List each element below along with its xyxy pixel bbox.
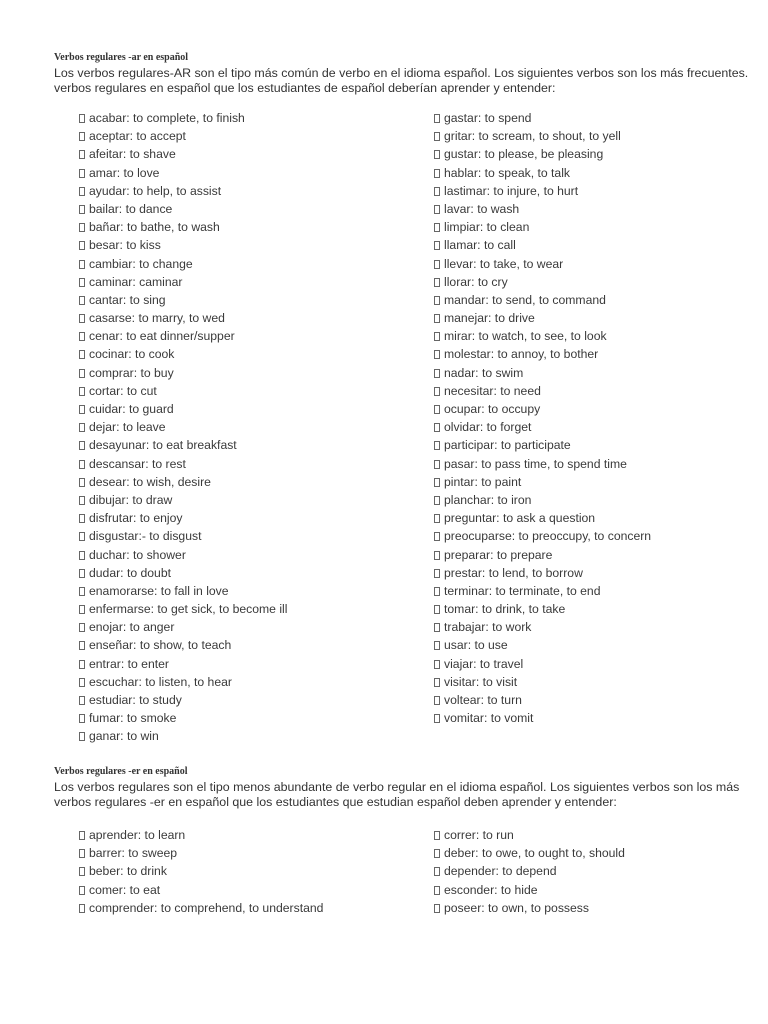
verb-list-item bbox=[434, 826, 768, 844]
missing-glyph-box-icon bbox=[434, 514, 440, 523]
verb-entry-text: besar: to kiss bbox=[89, 238, 161, 253]
verb-entry-text: comer: to eat bbox=[89, 882, 161, 897]
er-section-heading: Verbos regulares -er en español bbox=[54, 766, 188, 777]
missing-glyph-box-icon bbox=[79, 641, 85, 650]
missing-glyph-box-icon bbox=[79, 241, 85, 250]
verb-entry-text: gritar: to scream, to shout, to yell bbox=[444, 129, 621, 144]
verb-entry-text: nadar: to swim bbox=[444, 365, 524, 380]
missing-glyph-box-icon bbox=[79, 569, 85, 578]
missing-glyph-box-icon bbox=[434, 678, 440, 687]
verb-list-item bbox=[79, 564, 419, 582]
verb-list-item bbox=[79, 400, 419, 418]
verb-entry-text: casarse: to marry, to wed bbox=[89, 311, 225, 326]
verb-list-item bbox=[79, 382, 419, 400]
verb-entry-text: dejar: to leave bbox=[89, 420, 166, 435]
ar-section-header bbox=[54, 52, 754, 95]
verb-list-item bbox=[79, 218, 419, 236]
missing-glyph-box-icon bbox=[79, 714, 85, 723]
verb-entry-text: beber: to drink bbox=[89, 864, 167, 879]
missing-glyph-box-icon bbox=[434, 369, 440, 378]
verb-list-item bbox=[434, 164, 768, 182]
verb-entry-text: duchar: to shower bbox=[89, 547, 186, 562]
verb-list-item bbox=[79, 345, 419, 363]
verb-list-item bbox=[79, 826, 419, 844]
ar-section-heading: Verbos regulares -ar en español bbox=[54, 52, 189, 63]
verb-entry-text: prestar: to lend, to borrow bbox=[444, 565, 583, 580]
missing-glyph-box-icon bbox=[79, 387, 85, 396]
verb-list-item bbox=[434, 273, 768, 291]
missing-glyph-box-icon bbox=[79, 732, 85, 741]
verb-entry-text: olvidar: to forget bbox=[444, 420, 532, 435]
missing-glyph-box-icon bbox=[79, 132, 85, 141]
verb-entry-text: cantar: to sing bbox=[89, 292, 166, 307]
verb-list-item bbox=[434, 655, 768, 673]
verb-list-item bbox=[79, 418, 419, 436]
missing-glyph-box-icon bbox=[434, 441, 440, 450]
verb-entry-text: ocupar: to occupy bbox=[444, 402, 541, 416]
verb-entry-text: limpiar: to clean bbox=[444, 220, 530, 235]
verb-list-item bbox=[79, 327, 419, 345]
missing-glyph-box-icon bbox=[434, 187, 440, 196]
verb-entry-text: molestar: to annoy, to bother bbox=[444, 347, 599, 362]
verb-list-item bbox=[434, 582, 768, 600]
ar-intro-line-1: Los verbos regulares-AR son el tipo más común de verbo en el idioma español. Los siguientes verbos son los más frecuentes. bbox=[54, 66, 749, 80]
verb-entry-text: llamar: to call bbox=[444, 238, 516, 253]
verb-entry-text: llevar: to take, to wear bbox=[444, 256, 564, 271]
verb-list-item bbox=[434, 182, 768, 200]
missing-glyph-box-icon bbox=[434, 696, 440, 705]
verb-list-item bbox=[79, 255, 419, 273]
verb-list-item bbox=[434, 200, 768, 218]
missing-glyph-box-icon bbox=[79, 223, 85, 232]
verb-list-item bbox=[79, 844, 419, 862]
verb-list-item bbox=[79, 109, 419, 127]
verb-entry-text: mandar: to send, to command bbox=[444, 292, 606, 307]
verb-list-item bbox=[79, 127, 419, 145]
verb-entry-text: correr: to run bbox=[444, 828, 514, 842]
verb-list-item bbox=[434, 345, 768, 363]
verb-entry-text: pintar: to paint bbox=[444, 474, 522, 489]
verb-list-item bbox=[434, 236, 768, 254]
missing-glyph-box-icon bbox=[79, 150, 85, 159]
verb-list-item bbox=[434, 455, 768, 473]
verb-entry-text: bailar: to dance bbox=[89, 201, 173, 216]
verb-entry-text: disfrutar: to enjoy bbox=[89, 511, 183, 526]
missing-glyph-box-icon bbox=[434, 587, 440, 596]
verb-list-item bbox=[434, 400, 768, 418]
missing-glyph-box-icon bbox=[434, 150, 440, 159]
missing-glyph-box-icon bbox=[434, 551, 440, 560]
missing-glyph-box-icon bbox=[434, 132, 440, 141]
verb-entry-text: desayunar: to eat breakfast bbox=[89, 438, 237, 453]
verb-entry-text: enojar: to anger bbox=[89, 620, 175, 635]
missing-glyph-box-icon bbox=[79, 405, 85, 414]
missing-glyph-box-icon bbox=[434, 205, 440, 214]
missing-glyph-box-icon bbox=[434, 660, 440, 669]
verb-entry-text: ayudar: to help, to assist bbox=[89, 183, 222, 198]
verb-entry-text: disgustar:- to disgust bbox=[89, 529, 202, 544]
verb-list-item bbox=[79, 182, 419, 200]
verb-list-item bbox=[79, 436, 419, 454]
verb-entry-text: deber: to owe, to ought to, should bbox=[444, 846, 625, 861]
missing-glyph-box-icon bbox=[434, 478, 440, 487]
missing-glyph-box-icon bbox=[79, 678, 85, 687]
missing-glyph-box-icon bbox=[79, 187, 85, 196]
verb-entry-text: necesitar: to need bbox=[444, 383, 541, 398]
verb-entry-text: dibujar: to draw bbox=[89, 492, 173, 507]
verb-entry-text: gustar: to please, be pleasing bbox=[444, 147, 604, 162]
verb-entry-text: cuidar: to guard bbox=[89, 402, 174, 416]
verb-entry-text: dudar: to doubt bbox=[89, 565, 171, 580]
verb-entry-text: esconder: to hide bbox=[444, 882, 538, 897]
missing-glyph-box-icon bbox=[79, 605, 85, 614]
verb-entry-text: enfermarse: to get sick, to become ill bbox=[89, 602, 288, 617]
missing-glyph-box-icon bbox=[79, 460, 85, 469]
verb-list-item bbox=[434, 473, 768, 491]
er-section-header bbox=[54, 766, 754, 809]
verb-list-item bbox=[434, 636, 768, 654]
missing-glyph-box-icon bbox=[79, 369, 85, 378]
missing-glyph-box-icon bbox=[79, 169, 85, 178]
missing-glyph-box-icon bbox=[434, 332, 440, 341]
verb-list-item bbox=[79, 709, 419, 727]
missing-glyph-box-icon bbox=[79, 660, 85, 669]
missing-glyph-box-icon bbox=[79, 205, 85, 214]
verb-list-item bbox=[434, 109, 768, 127]
er-intro-line-1: Los verbos regulares son el tipo menos abundante de verbo regular en el idioma español. Los siguientes verbos son los más bbox=[54, 780, 740, 794]
verb-entry-text: ganar: to win bbox=[89, 729, 159, 744]
verb-list-item bbox=[434, 309, 768, 327]
verb-list-item bbox=[434, 709, 768, 727]
verb-entry-text: gastar: to spend bbox=[444, 111, 532, 125]
verb-entry-text: vomitar: to vomit bbox=[444, 711, 534, 726]
missing-glyph-box-icon bbox=[79, 296, 85, 305]
missing-glyph-box-icon bbox=[434, 223, 440, 232]
verb-entry-text: cambiar: to change bbox=[89, 256, 193, 271]
verb-entry-text: caminar: caminar bbox=[89, 274, 183, 289]
verb-list-item bbox=[434, 291, 768, 309]
verb-list-item bbox=[79, 618, 419, 636]
verb-list-item bbox=[434, 564, 768, 582]
verb-entry-text: comprender: to comprehend, to understand bbox=[89, 900, 324, 915]
verb-list-item bbox=[434, 127, 768, 145]
verb-entry-text: lavar: to wash bbox=[444, 201, 520, 216]
verb-list-item bbox=[79, 655, 419, 673]
missing-glyph-box-icon bbox=[79, 696, 85, 705]
missing-glyph-box-icon bbox=[79, 551, 85, 560]
verb-entry-text: depender: to depend bbox=[444, 864, 557, 879]
verb-entry-text: bañar: to bathe, to wash bbox=[89, 220, 220, 235]
verb-entry-text: usar: to use bbox=[444, 638, 508, 653]
verb-entry-text: escuchar: to listen, to hear bbox=[89, 674, 232, 689]
missing-glyph-box-icon bbox=[434, 886, 440, 895]
verb-list-item bbox=[79, 291, 419, 309]
verb-entry-text: lastimar: to injure, to hurt bbox=[444, 183, 579, 198]
verb-list-item bbox=[79, 164, 419, 182]
missing-glyph-box-icon bbox=[434, 241, 440, 250]
missing-glyph-box-icon bbox=[79, 478, 85, 487]
verb-entry-text: trabajar: to work bbox=[444, 620, 532, 635]
verb-list-item bbox=[79, 691, 419, 709]
missing-glyph-box-icon bbox=[79, 831, 85, 840]
verb-entry-text: entrar: to enter bbox=[89, 656, 169, 671]
missing-glyph-box-icon bbox=[434, 831, 440, 840]
verb-entry-text: poseer: to own, to possess bbox=[444, 900, 589, 915]
verb-entry-text: hablar: to speak, to talk bbox=[444, 165, 571, 180]
verb-list-item bbox=[79, 582, 419, 600]
verb-list-item bbox=[79, 473, 419, 491]
missing-glyph-box-icon bbox=[79, 867, 85, 876]
verb-entry-text: acabar: to complete, to finish bbox=[89, 111, 245, 125]
missing-glyph-box-icon bbox=[79, 260, 85, 269]
missing-glyph-box-icon bbox=[434, 405, 440, 414]
verb-list-item bbox=[434, 364, 768, 382]
missing-glyph-box-icon bbox=[79, 114, 85, 123]
verb-list-item bbox=[79, 309, 419, 327]
verb-list-item bbox=[79, 881, 419, 899]
verb-list-item bbox=[79, 509, 419, 527]
missing-glyph-box-icon bbox=[79, 532, 85, 541]
verb-entry-text: aceptar: to accept bbox=[89, 129, 186, 144]
verb-list-item bbox=[434, 382, 768, 400]
missing-glyph-box-icon bbox=[79, 423, 85, 432]
missing-glyph-box-icon bbox=[434, 260, 440, 269]
verb-entry-text: barrer: to sweep bbox=[89, 846, 178, 861]
missing-glyph-box-icon bbox=[434, 569, 440, 578]
missing-glyph-box-icon bbox=[434, 867, 440, 876]
verb-entry-text: voltear: to turn bbox=[444, 693, 522, 707]
missing-glyph-box-icon bbox=[434, 387, 440, 396]
verb-list-item bbox=[434, 691, 768, 709]
missing-glyph-box-icon bbox=[434, 314, 440, 323]
missing-glyph-box-icon bbox=[434, 296, 440, 305]
verb-entry-text: afeitar: to shave bbox=[89, 147, 176, 162]
verb-entry-text: enamorarse: to fall in love bbox=[89, 583, 229, 598]
verb-list-item bbox=[79, 673, 419, 691]
verb-entry-text: viajar: to travel bbox=[444, 656, 524, 671]
verb-list-item bbox=[79, 455, 419, 473]
missing-glyph-box-icon bbox=[79, 849, 85, 858]
ar-right-column bbox=[434, 109, 768, 727]
verb-list-item bbox=[79, 546, 419, 564]
verb-entry-text: preparar: to prepare bbox=[444, 547, 553, 562]
verb-list-item bbox=[79, 200, 419, 218]
missing-glyph-box-icon bbox=[434, 423, 440, 432]
verb-entry-text: preocuparse: to preoccupy, to concern bbox=[444, 529, 652, 544]
verb-entry-text: mirar: to watch, to see, to look bbox=[444, 329, 607, 344]
verb-entry-text: preguntar: to ask a question bbox=[444, 511, 596, 526]
verb-list-item bbox=[434, 145, 768, 163]
missing-glyph-box-icon bbox=[434, 350, 440, 359]
verb-list-item bbox=[79, 899, 419, 917]
missing-glyph-box-icon bbox=[79, 587, 85, 596]
verb-entry-text: desear: to wish, desire bbox=[89, 474, 211, 489]
verb-list-item bbox=[79, 636, 419, 654]
verb-entry-text: tomar: to drink, to take bbox=[444, 602, 566, 617]
verb-list-item bbox=[434, 899, 768, 917]
verb-entry-text: fumar: to smoke bbox=[89, 711, 177, 726]
missing-glyph-box-icon bbox=[434, 605, 440, 614]
missing-glyph-box-icon bbox=[434, 849, 440, 858]
verb-list-item bbox=[434, 844, 768, 862]
verb-entry-text: llorar: to cry bbox=[444, 274, 508, 289]
missing-glyph-box-icon bbox=[434, 714, 440, 723]
verb-entry-text: manejar: to drive bbox=[444, 311, 535, 326]
verb-list-item bbox=[434, 618, 768, 636]
missing-glyph-box-icon bbox=[434, 904, 440, 913]
missing-glyph-box-icon bbox=[79, 278, 85, 287]
verb-list-item bbox=[434, 418, 768, 436]
er-intro-line-2: verbos regulares -er en español que los estudiantes que estudian español deben aprender y entender: bbox=[54, 794, 617, 809]
ar-intro-line-2: verbos regulares en español que los estudiantes de español deberían aprender y entender: bbox=[54, 80, 556, 95]
verb-entry-text: pasar: to pass time, to spend time bbox=[444, 456, 627, 471]
verb-list-item bbox=[434, 255, 768, 273]
verb-list-item bbox=[79, 273, 419, 291]
verb-entry-text: planchar: to iron bbox=[444, 492, 532, 507]
verb-list-item bbox=[434, 862, 768, 880]
verb-list-item bbox=[434, 881, 768, 899]
verb-entry-text: participar: to participate bbox=[444, 438, 571, 453]
verb-list-item bbox=[434, 218, 768, 236]
verb-entry-text: amar: to love bbox=[89, 165, 160, 180]
missing-glyph-box-icon bbox=[79, 332, 85, 341]
verb-list-item bbox=[79, 727, 419, 745]
verb-entry-text: terminar: to terminate, to end bbox=[444, 583, 601, 598]
missing-glyph-box-icon bbox=[434, 460, 440, 469]
missing-glyph-box-icon bbox=[79, 623, 85, 632]
verb-list-item bbox=[79, 491, 419, 509]
missing-glyph-box-icon bbox=[434, 623, 440, 632]
missing-glyph-box-icon bbox=[79, 886, 85, 895]
missing-glyph-box-icon bbox=[79, 441, 85, 450]
verb-list-item bbox=[79, 364, 419, 382]
verb-list-item bbox=[79, 527, 419, 545]
verb-entry-text: comprar: to buy bbox=[89, 365, 174, 380]
verb-entry-text: aprender: to learn bbox=[89, 828, 186, 842]
verb-list-item bbox=[79, 862, 419, 880]
verb-entry-text: estudiar: to study bbox=[89, 693, 182, 707]
missing-glyph-box-icon bbox=[434, 532, 440, 541]
verb-list-item bbox=[434, 491, 768, 509]
missing-glyph-box-icon bbox=[434, 169, 440, 178]
verb-entry-text: cortar: to cut bbox=[89, 383, 157, 398]
missing-glyph-box-icon bbox=[79, 496, 85, 505]
verb-list-item bbox=[434, 546, 768, 564]
verb-entry-text: visitar: to visit bbox=[444, 674, 518, 689]
missing-glyph-box-icon bbox=[434, 114, 440, 123]
missing-glyph-box-icon bbox=[79, 350, 85, 359]
er-right-column bbox=[434, 826, 768, 917]
ar-left-column bbox=[79, 109, 419, 746]
missing-glyph-box-icon bbox=[434, 278, 440, 287]
verb-list-item bbox=[434, 673, 768, 691]
verb-list-item bbox=[79, 145, 419, 163]
verb-list-item bbox=[434, 600, 768, 618]
missing-glyph-box-icon bbox=[79, 314, 85, 323]
verb-list-item bbox=[79, 236, 419, 254]
verb-list-item bbox=[434, 527, 768, 545]
missing-glyph-box-icon bbox=[434, 641, 440, 650]
verb-list-item bbox=[79, 600, 419, 618]
verb-list-item bbox=[434, 436, 768, 454]
verb-list-item bbox=[434, 327, 768, 345]
verb-entry-text: cocinar: to cook bbox=[89, 347, 175, 362]
verb-entry-text: enseñar: to show, to teach bbox=[89, 638, 232, 653]
missing-glyph-box-icon bbox=[79, 514, 85, 523]
verb-entry-text: descansar: to rest bbox=[89, 456, 186, 471]
verb-entry-text: cenar: to eat dinner/supper bbox=[89, 329, 235, 344]
er-left-column bbox=[79, 826, 419, 917]
missing-glyph-box-icon bbox=[434, 496, 440, 505]
verb-list-item bbox=[434, 509, 768, 527]
missing-glyph-box-icon bbox=[79, 904, 85, 913]
